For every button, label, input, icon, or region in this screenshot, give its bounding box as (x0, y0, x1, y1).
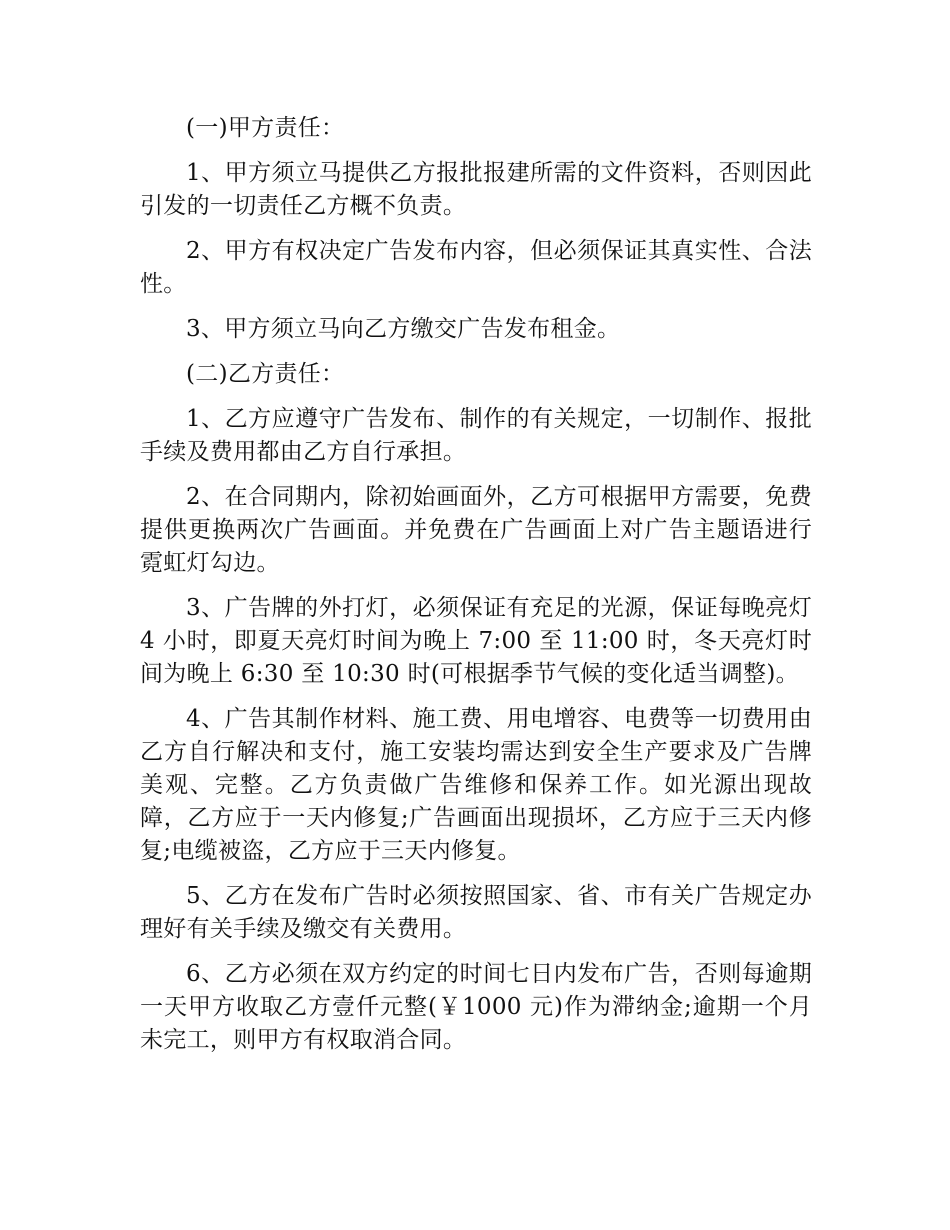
party-b-clause-6: 6、乙方必须在双方约定的时间七日内发布广告，否则每逾期一天甲方收取乙方壹仟元整(￥1000 元)作为滞纳金;逾期一个月未完工，则甲方有权取消合同。 (140, 961, 812, 1053)
party-b-clause-1: 1、乙方应遵守广告发布、制作的有关规定，一切制作、报批手续及费用都由乙方自行承担。 (140, 406, 812, 465)
party-a-clause-2: 2、甲方有权决定广告发布内容，但必须保证其真实性、合法性。 (140, 238, 812, 297)
party-b-clause-5: 5、乙方在发布广告时必须按照国家、省、市有关广告规定办理好有关手续及缴交有关费用。 (140, 883, 812, 942)
document-body (140, 112, 812, 1069)
section-heading-party-b: (二)乙方责任： (186, 361, 345, 387)
party-a-clause-1: 1、甲方须立马提供乙方报批报建所需的文件资料，否则因此引发的一切责任乙方概不负责。 (140, 160, 812, 219)
party-b-clause-2: 2、在合同期内，除初始画面外，乙方可根据甲方需要，免费提供更换两次广告画面。并免费在广告画面上对广告主题语进行霓虹灯勾边。 (140, 484, 812, 576)
party-b-clause-3: 3、广告牌的外打灯，必须保证有充足的光源，保证每晚亮灯 4 小时，即夏天亮灯时间为晚上 7:00 至 11:00 时，冬天亮灯时间为晚上 6:30 至 10:30 时(可根据季节气候的变化适当调整)。 (140, 595, 812, 687)
party-a-clause-3: 3、甲方须立马向乙方缴交广告发布租金。 (186, 316, 621, 342)
party-b-clause-4: 4、广告其制作材料、施工费、用电增容、电费等一切费用由乙方自行解决和支付，施工安装均需达到安全生产要求及广告牌美观、完整。乙方负责做广告维修和保养工作。如光源出现故障，乙方应于一天内修复;广告画面出现损坏，乙方应于三天内修复;电缆被盗，乙方应于三天内修复。 (140, 706, 812, 864)
section-heading-party-a: (一)甲方责任： (186, 115, 345, 141)
